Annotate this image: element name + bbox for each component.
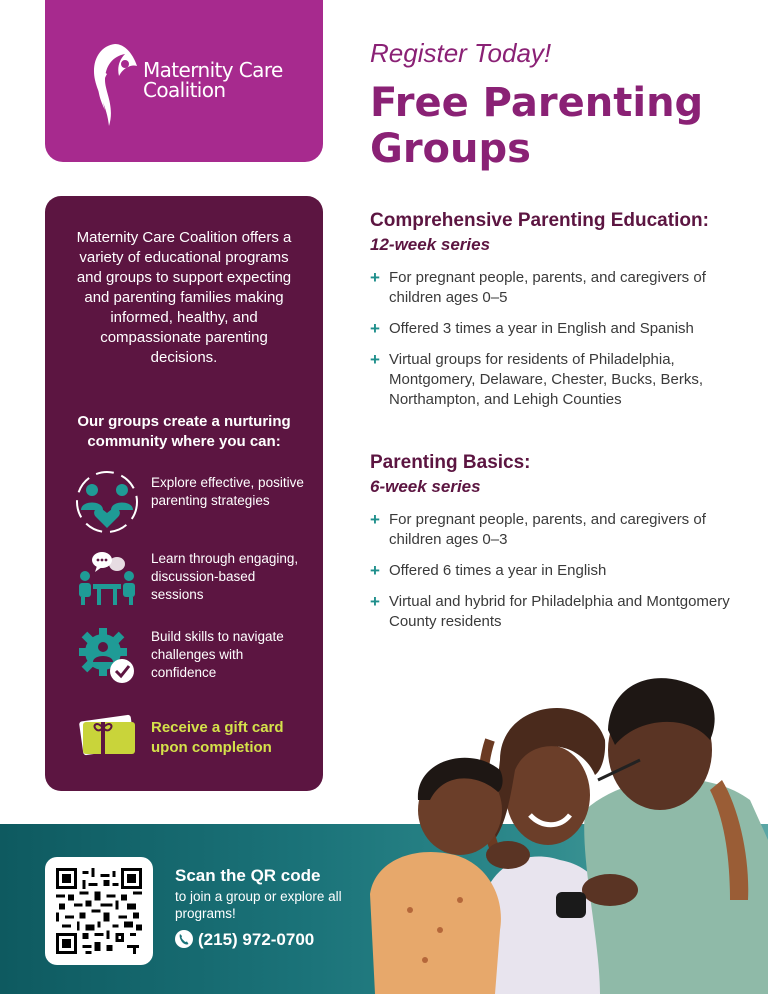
list-item: + Offered 3 times a year in English and Spanish	[370, 319, 694, 338]
feature-build-skills	[75, 624, 315, 688]
list-item: + Virtual groups for residents of Philadelphia, Montgomery, Delaware, Chester, Bucks, Berks, Northampton, and Lehigh Counties	[370, 350, 704, 408]
feature-learn	[75, 546, 315, 610]
phone-number[interactable]	[175, 930, 314, 950]
feature-text-gift: Receive a gift card upon completion	[151, 719, 284, 756]
section-subtitle: 6-week series	[370, 477, 481, 496]
logo-line-2: Coalition	[143, 78, 226, 102]
plus-icon: +	[370, 561, 380, 580]
feature-text: Learn through engaging, discussion-based sessions	[151, 551, 299, 602]
plus-icon: +	[370, 510, 380, 529]
phone-number-text[interactable]: (215) 972-0700	[198, 930, 315, 949]
scan-subtitle: to join a group or explore all programs!	[175, 889, 342, 921]
qr-code-card[interactable]	[45, 857, 153, 965]
section-title: Parenting Basics:	[370, 452, 531, 473]
feature-text: Build skills to navigate challenges with confidence	[151, 629, 284, 680]
logo-card	[45, 0, 323, 162]
panel-intro: Maternity Care Coalition offers a variety of educational programs and groups to support expecting and parenting families making informed, healthy, and compassionate parenting decisions.	[76, 229, 292, 366]
gift-card-icon	[75, 704, 139, 768]
plus-icon: +	[370, 592, 380, 611]
plus-icon: +	[370, 350, 380, 369]
panel-heading: Our groups create a nurturing community where you can:	[77, 413, 291, 450]
page-title: Free Parenting Groups	[370, 80, 704, 172]
feature-gift-card	[75, 704, 315, 768]
section-bullets	[370, 510, 760, 643]
plus-icon: +	[370, 319, 380, 338]
gear-check-icon	[75, 624, 139, 688]
qr-code-icon[interactable]	[56, 868, 142, 954]
section-title: Comprehensive Parenting Education:	[370, 210, 709, 231]
discussion-group-icon	[75, 546, 139, 610]
feature-explore	[75, 470, 315, 534]
plus-icon: +	[370, 268, 380, 287]
section-bullets	[370, 268, 760, 421]
register-tagline: Register Today!	[370, 38, 552, 68]
section-subtitle: 12-week series	[370, 235, 491, 254]
logo-line-1: Maternity Care	[143, 58, 283, 82]
scan-title: Scan the QR code	[175, 866, 321, 885]
phone-icon	[175, 930, 193, 948]
mother-silhouette-logo-icon	[85, 40, 141, 128]
list-item: + Offered 6 times a year in English	[370, 561, 607, 580]
list-item: + For pregnant people, parents, and caregivers of children ages 0–5	[370, 268, 706, 306]
list-item: + Virtual and hybrid for Philadelphia and Montgomery County residents	[370, 592, 730, 630]
family-photo	[330, 660, 768, 994]
feature-text: Explore effective, positive parenting strategies	[151, 475, 304, 508]
people-heart-icon	[75, 470, 139, 534]
list-item: + For pregnant people, parents, and caregivers of children ages 0–3	[370, 510, 706, 548]
logo-wordmark	[143, 60, 283, 100]
info-panel	[45, 196, 323, 791]
